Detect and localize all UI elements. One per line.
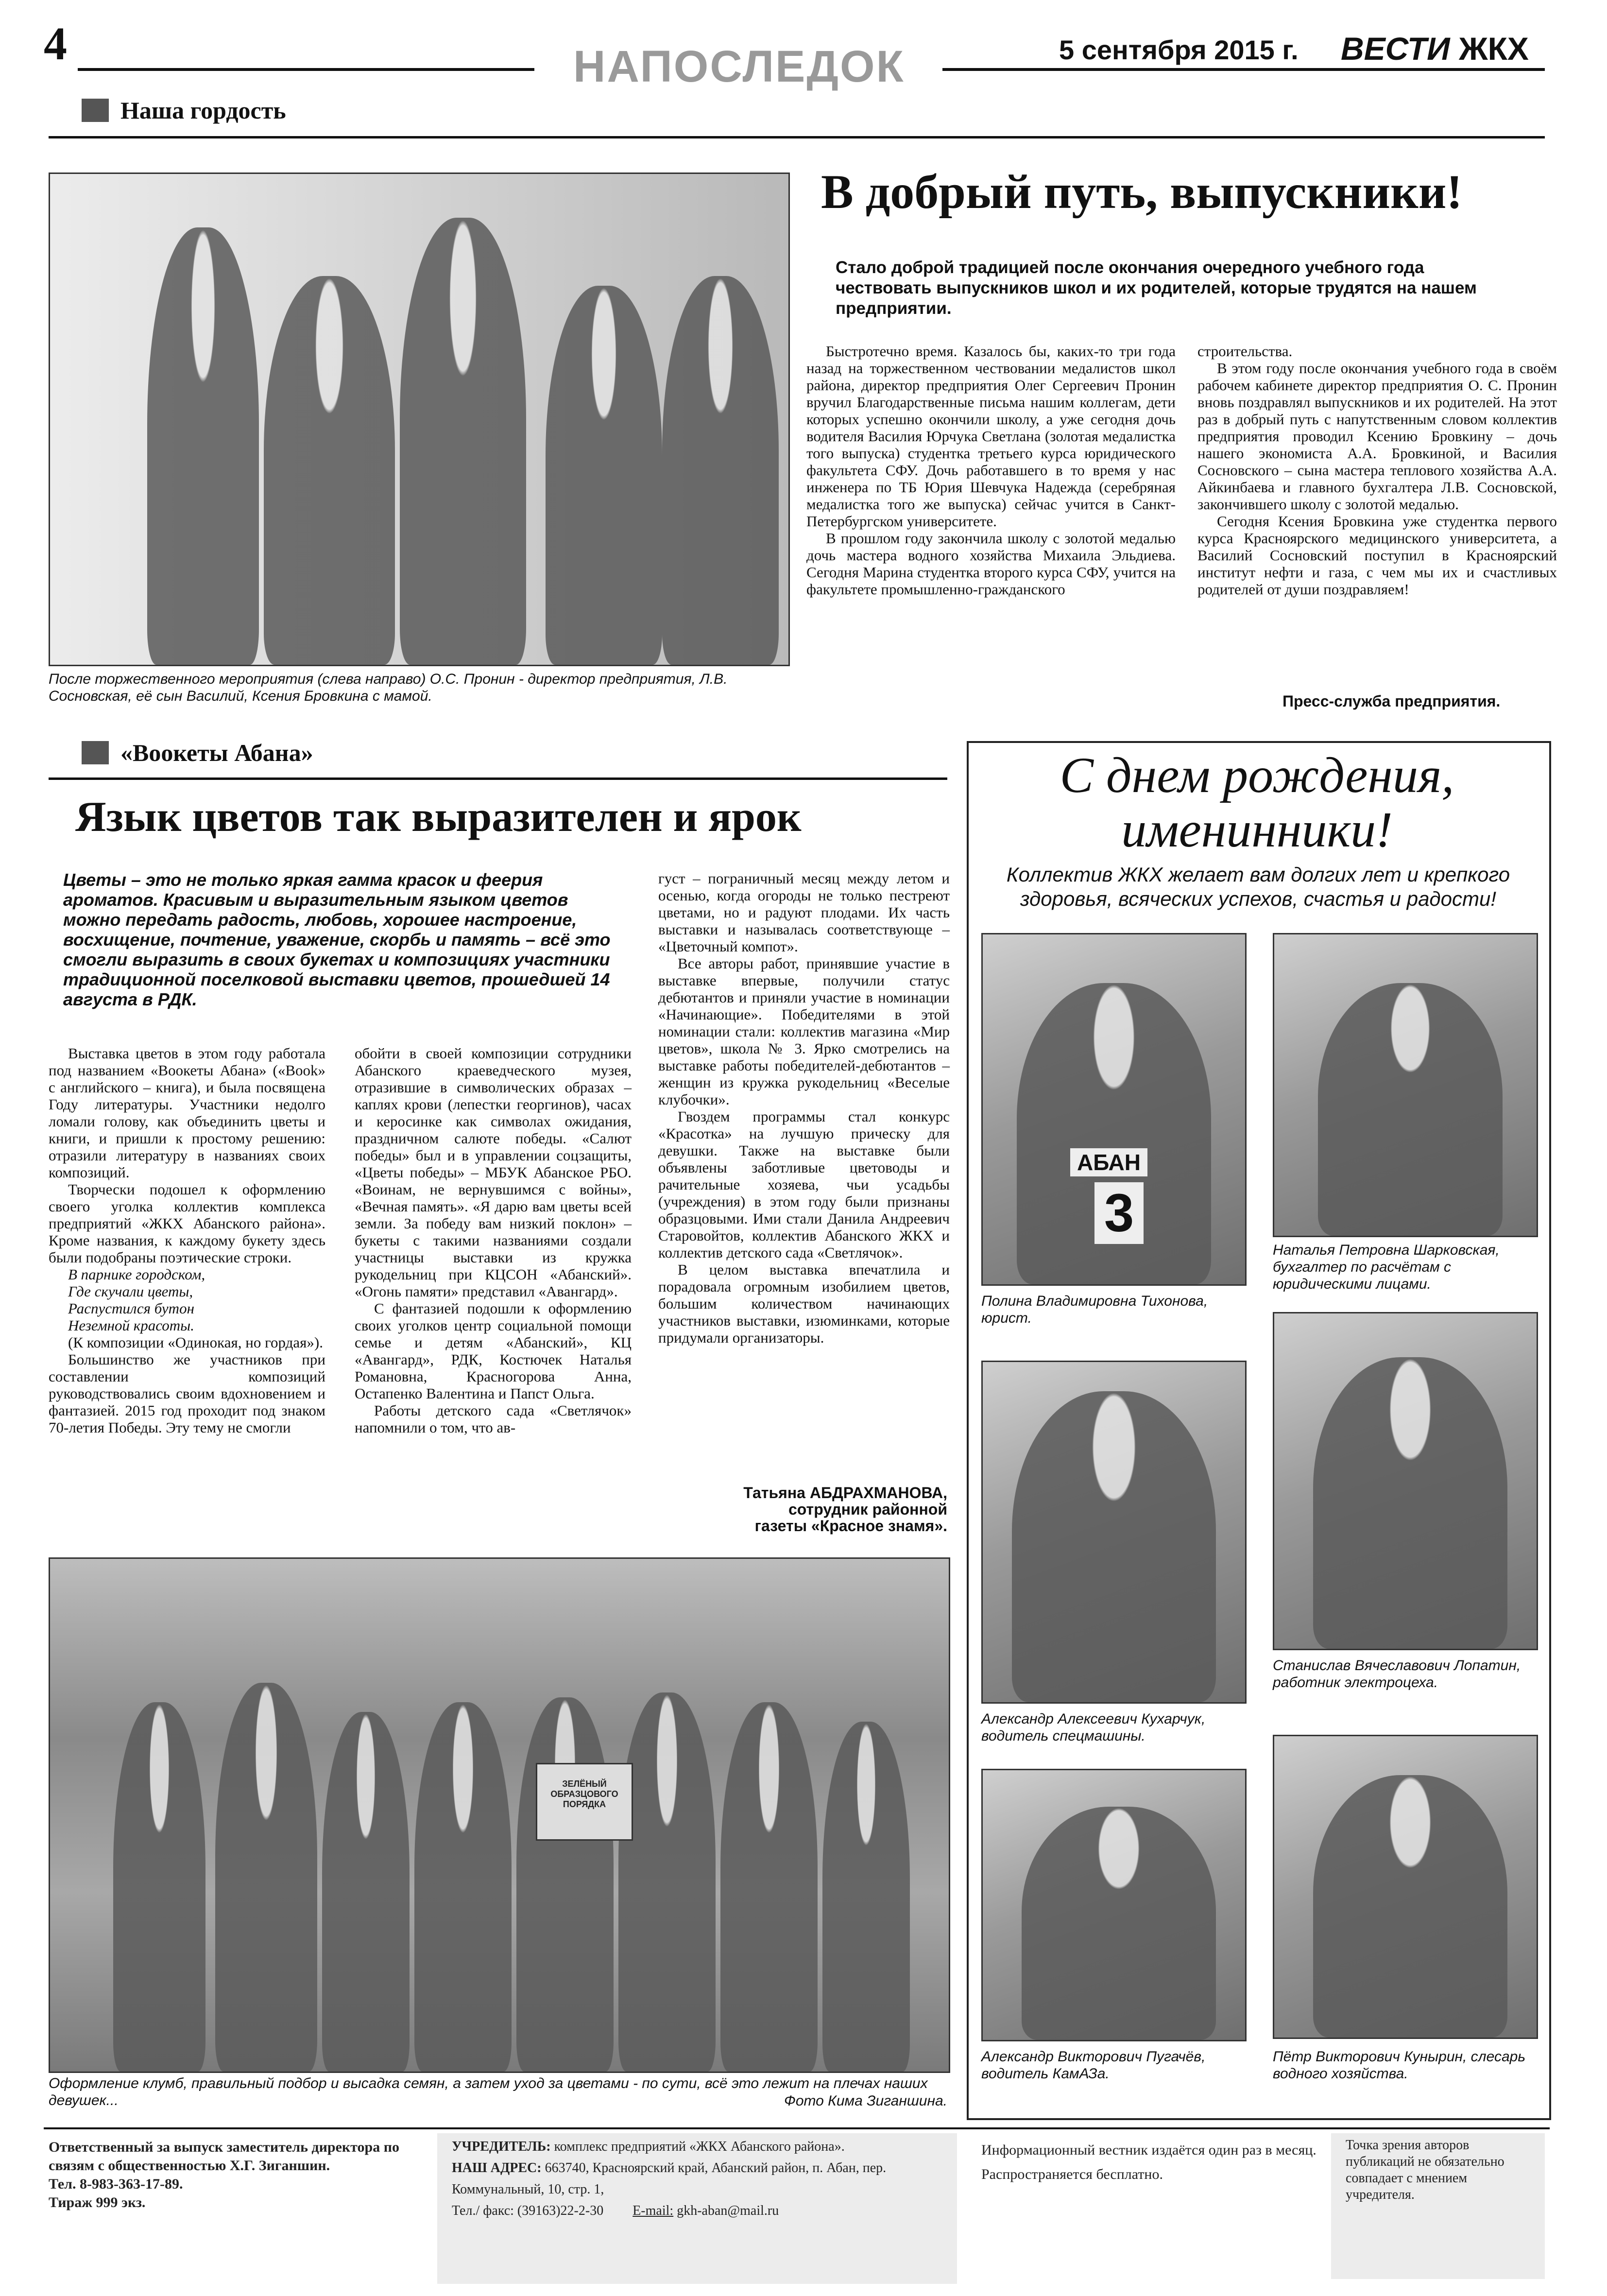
article1-col2 <box>1197 343 1557 598</box>
portrait-lopatin <box>1273 1312 1538 1650</box>
paragraph: Работы детского сада «Светлячок» напомнили о том, что ав- <box>355 1402 632 1436</box>
article2-col1 <box>49 1045 325 1436</box>
flower-photo-caption: Оформление клумб, правильный подбор и высадка семян, а затем уход за цветами - по сути, всё это лежит на плечах наших девушек... <box>49 2075 928 2108</box>
rubric-square-icon <box>82 99 109 122</box>
article2-lead: Цветы – это не только яркая гамма красок и феерия ароматов. Красивым и выразительным языком цветов можно передать радость, любовь, хорошее настроение, восхищение, почтение, уважение, скорбь и память – всё это смогли выразить в своих букетах и композициях участники традиционной поселковой выставки цветов, прошедшей 14 августа в РДК. <box>63 870 611 1009</box>
portrait-sharkovskaya <box>1273 933 1538 1237</box>
founder-line <box>452 2136 942 2158</box>
tel-fax: Тел./ факс: (39163)22-2-30 <box>452 2203 604 2218</box>
caption-tikhonova: Полина Владимировна Тихонова, юрист. <box>981 1293 1208 1326</box>
rubric-rule <box>49 136 1545 138</box>
info-free: Распространяется бесплатно. <box>981 2166 1163 2182</box>
paragraph: (К композиции «Одинокая, но гордая»). <box>68 1334 323 1351</box>
footer-responsible <box>49 2138 427 2212</box>
caption-sharkovskaya: Наталья Петровна Шарковская, бухгалтер по расчётам с юридическими лицами. <box>1273 1242 1500 1292</box>
article2-col2 <box>355 1045 632 1436</box>
address-value: 663740, Красноярский край, Абанский район, п. Абан, пер. Коммунальный, 10, стр. 1, <box>452 2160 887 2197</box>
paragraph: Большинство же участников при составлении композиций руководствовались своим вдохновением и фантазией. 2015 год проходит под знаком 70-летия Победы. Эту тему не смогли <box>49 1351 325 1436</box>
footer-rule <box>44 2127 1550 2129</box>
paragraph: В этом году после окончания учебного года в своём рабочем кабинете директор предприятия О. С. Пронин вновь поздравлял выпускников и их родителей. На этот раз в добрый путь с напутственным словом коллектив предприятия проводил Ксению Бровкину – дочь нашего экономиста А.А. Бровкиной, и Василия Сосновского – сына мастера теплового хозяйства А.А. Айкинбаева и главного бухгалтера Л.В. Сосновской, закончившего школу с золотой медалью. <box>1197 360 1557 513</box>
portrait-kunyrin <box>1273 1735 1538 2039</box>
rubric-bookety-abana <box>82 739 313 767</box>
article2-col3 <box>658 870 950 1346</box>
poem-line: Распустился бутон <box>68 1300 194 1317</box>
poem-line: Неземной красоты. <box>68 1317 194 1334</box>
caption-kukharchuk: Александр Алексеевич Кухарчук, водитель спецмашины. <box>981 1711 1206 1744</box>
graduates-photo <box>49 173 790 666</box>
paper-name <box>1341 30 1529 67</box>
portrait-pugachev <box>981 1769 1247 2041</box>
email-label: E-mail: <box>633 2203 674 2218</box>
footer-disclaimer: Точка зрения авторов публикаций не обязательно совпадает с мнением учредителя. <box>1331 2133 1545 2279</box>
paragraph: Быстротечно время. Казалось бы, каких-то три года назад на торжественном чествовании медалистов школ района, директор предприятия Олег Сергеевич Пронин вручил Благодарственные письма нашим коллегам, дети которых успешно окончили школу, а уже сегодня дочь водителя Василия Юрчука Светлана (золотая медалистка того выпуска) студентка третьего курса юридического факультета СФУ. Дочь работавшего в то время у нас инженера по ТБ Юрия Шевчука Надежда (серебряная медалистка того же выпуска) сейчас учится в Санкт-Петербургском университете. <box>806 343 1176 530</box>
birthday-wish: Коллектив ЖКХ желает вам долгих лет и крепкого здоровья, всяческих успехов, счастья и радости! <box>1006 863 1510 910</box>
paragraph: В целом выставка впечатлила и порадовала огромным изобилием цветов, большим количеством начинающих участников выставки, изюминками, которые придумали организаторы. <box>658 1261 950 1346</box>
article1-lead: Стало доброй традицией после окончания очередного учебного года чествовать выпускников школ и их родителей, которые трудятся на нашем предприятии. <box>836 258 1477 318</box>
paragraph: С фантазией подошли к оформлению своих уголков центр социальной помощи семье и детям «Абанский», КЦ «Авангард», РДК, Костючек Наталья Романовна, Красногорова Анна, Остапенко Валентина и Папст Ольга. <box>355 1300 632 1402</box>
photo-sign-board: ЗЕЛЁНЫЙ ОБРАЗЦОВОГО ПОРЯДКА <box>536 1763 633 1841</box>
paragraph: густ – пограничный месяц между летом и осенью, когда огороды не только пестреют цветами, но и радуют плодами. Их часть выставки и называлась соответствующе – «Цветочный компот». <box>658 870 950 955</box>
flower-photo-credit: Фото Кима Зиганшина. <box>784 2093 947 2109</box>
rubric-nasha-gordost <box>82 96 286 124</box>
header-rule-left <box>78 68 534 71</box>
founder-label: УЧРЕДИТЕЛЬ: <box>452 2139 551 2154</box>
portrait-tikhonova <box>981 933 1247 1286</box>
article2-author <box>632 1485 947 1534</box>
rubric-label: Наша гордость <box>120 97 286 124</box>
email-wrap <box>633 2200 779 2222</box>
paragraph: Сегодня Ксения Бровкина уже студентка первого курса Красноярского медицинского университета, а Василий Сосновский поступил в Красноярский институт нефти и газа, с чем мы их и счастливых родителей от души поздравляем! <box>1197 513 1557 598</box>
paragraph: обойти в своей композиции сотрудники Абанского краеведческого музея, отразившие в символических образах – каплях крови (лепестки георгинов), часах и керосинке как символах ожидания, праздничном салюте победы. «Салют победы» был и в управлении соцзащиты, «Цветы победы» – МБУК Абанское РБО. «Воинам, не вернувшимся с войны», «Вечная память». «Я дарю вам цветы всей земли. За победу вам низкий поклон» – букеты с такими названиями создали участницы выставки из кружка рукодельниц при КЦСОН «Абанский». «Огонь памяти» представил «Авангард». <box>355 1045 632 1300</box>
bib-number: 3 <box>1094 1182 1144 1244</box>
issue-date: 5 сентября 2015 г. <box>1059 35 1299 65</box>
footer-founder <box>437 2133 957 2284</box>
poem-line: В парнике городском, <box>68 1266 205 1283</box>
contacts-line <box>452 2200 942 2222</box>
birthday-title <box>967 748 1547 857</box>
address-label: НАШ АДРЕС: <box>452 2160 542 2175</box>
birthday-title-line1: С днем рождения, <box>1060 747 1454 803</box>
paragraph: строительства. <box>1197 343 1293 360</box>
caption-pugachev: Александр Викторович Пугачёв, водитель КамАЗа. <box>981 2049 1206 2082</box>
paragraph: Выставка цветов в этом году работала под названием «Booкеты Абана» («Book» с английского – книга), и была посвящена Году литературы. Участники недолго ломали голову, как объединить цветы и книги, и пришли к простому решению: отразили литературу в названиях своих композиций. <box>49 1045 325 1181</box>
poem <box>49 1266 325 1334</box>
responsible-person: Ответственный за выпуск заместитель директора по связям с общественностью Х.Г. Зиганшин. <box>49 2139 399 2174</box>
email-link[interactable]: gkh-aban@mail.ru <box>677 2203 779 2218</box>
section-title: НАПОСЛЕДОК <box>573 42 905 91</box>
article2-title: Язык цветов так выразителен и ярок <box>75 794 802 841</box>
paragraph: Творчески подошел к оформлению своего уголка коллектив комплекса предприятий «ЖКХ Абанского района». Кроме названия, к каждому букету здесь были подобраны поэтические строки. <box>49 1181 325 1266</box>
article1-col1 <box>806 343 1176 598</box>
address-line <box>452 2158 942 2200</box>
bib-text: АБАН <box>1070 1148 1147 1176</box>
portrait-kukharchuk <box>981 1361 1247 1704</box>
author-name: Татьяна АБДРАХМАНОВА, <box>743 1484 947 1502</box>
birthday-title-line2: именинники! <box>1121 802 1393 858</box>
author-paper: газеты «Красное знамя». <box>754 1517 947 1535</box>
header-rule-right <box>942 68 1545 71</box>
article1-title: В добрый путь, выпускники! <box>821 165 1463 219</box>
circulation: Тираж 999 экз. <box>49 2194 146 2210</box>
caption-kunyrin: Пётр Викторович Кунырин, слесарь водного хозяйства. <box>1273 2049 1526 2082</box>
article1-signature: Пресс-служба предприятия. <box>1282 692 1501 710</box>
flower-exhibition-photo <box>49 1557 950 2073</box>
contact-phone: Тел. 8-983-363-17-89. <box>49 2176 183 2192</box>
graduates-photo-caption: После торжественного мероприятия (слева направо) О.С. Пронин - директор предприятия, Л.В. Сосновская, её сын Василий, Ксения Бровкина с мамой. <box>49 671 728 704</box>
paragraph: Гвоздем программы стал конкурс «Красотка» на лучшую прическу для девушки. Также на выставке были объявлены заботливые цветоводы и рачительные хозяева, чьи усадьбы (учреждения) в этом году были признаны образцовыми. Ими стали Данила Андреевич Старовойтов, коллектив Абанского ЖКХ и коллектив детского сада «Светлячок». <box>658 1108 950 1261</box>
page-number: 4 <box>44 17 67 69</box>
rubric-rule <box>49 777 947 780</box>
rubric-label: «Booкеты Абана» <box>120 739 313 766</box>
paragraph: Все авторы работ, принявшие участие в выставке впервые, получили статус дебютантов и приняли участие в номинации «Начинающие». Победителями в этой номинации стали: коллектив магазина «Мир цветов», школа № 3. Ярко смотрелись на выставке работы победителей-дебютантов – женщин из кружка рукодельниц «Веселые клубочки». <box>658 955 950 1108</box>
footer-info <box>981 2138 1321 2187</box>
founder-name: комплекс предприятий «ЖКХ Абанского района». <box>554 2139 845 2154</box>
paragraph: В прошлом году закончила школу с золотой медалью дочь мастера водного хозяйства Михаила Эльдиева. Сегодня Марина студентка второго курса СФУ, учится на факультете промышленно-гражданского <box>806 530 1176 598</box>
poem-line: Где скучали цветы, <box>68 1283 193 1300</box>
author-role: сотрудник районной <box>788 1501 947 1518</box>
paper-name-zhkh: ЖКХ <box>1458 31 1529 67</box>
caption-lopatin: Станислав Вячеславович Лопатин, работник электроцеха. <box>1273 1657 1521 1691</box>
rubric-square-icon <box>82 741 109 764</box>
info-frequency: Информационный вестник издаётся один раз в месяц. <box>981 2142 1316 2158</box>
paper-name-vesti: ВЕСТИ <box>1341 31 1450 67</box>
